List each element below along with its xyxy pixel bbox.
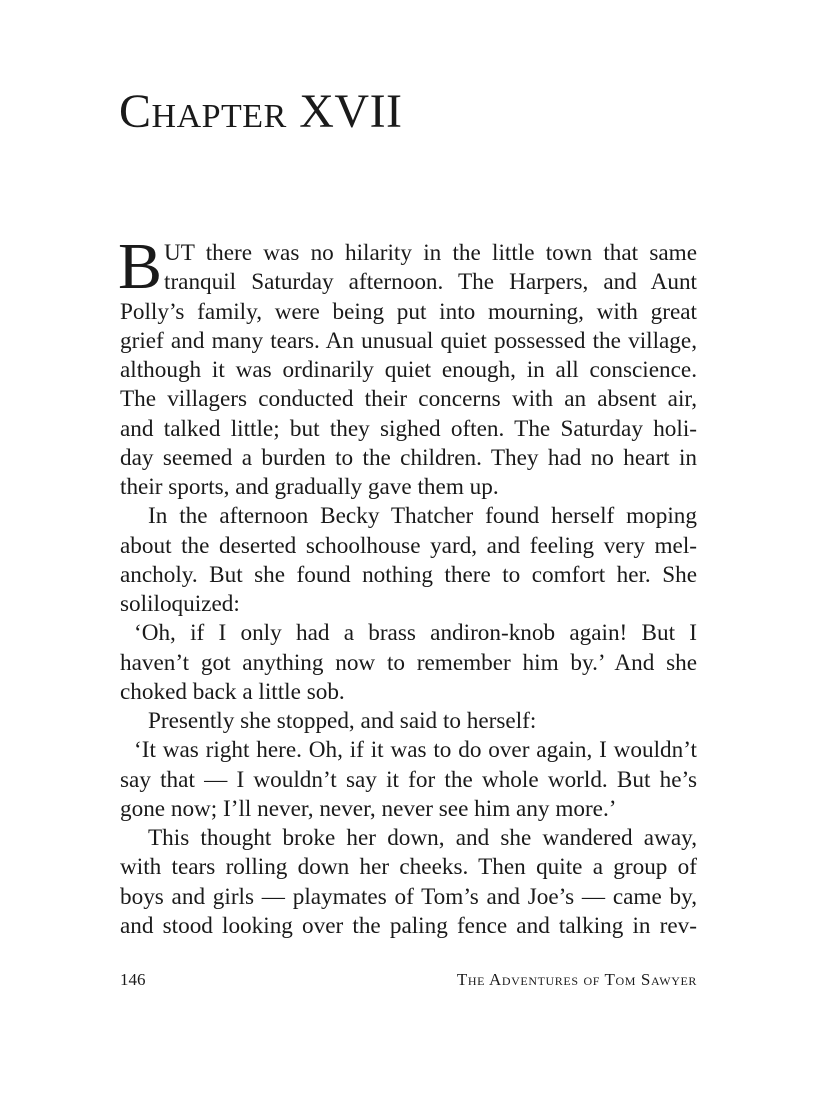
drop-cap: B <box>118 230 163 303</box>
text-line: haven’t got anything now to remember him by.’ And she <box>120 649 697 676</box>
text-line: about the deserted schoolhouse yard, and feeling very mel- <box>120 532 697 559</box>
paragraph <box>120 707 697 736</box>
text-line: and stood looking over the paling fence and talking in rev- <box>120 912 697 939</box>
text-line: their sports, and gradually gave them up. <box>120 474 499 500</box>
text-line: choked back a little sob. <box>120 678 345 705</box>
text-line: say that — I wouldn’t say it for the whole world. But he’s <box>120 766 697 793</box>
text-line: The villagers conducted their concerns with an absent air, <box>120 386 697 413</box>
text-line: boys and girls — playmates of Tom’s and Joe’s — came by, <box>120 883 697 910</box>
text-line: day seemed a burden to the children. They had no heart in <box>120 444 697 471</box>
text-line: UT there was no hilarity in the little town that same <box>164 240 697 266</box>
text-line: Presently she stopped, and said to herself: <box>148 708 537 734</box>
text-line: tranquil Saturday afternoon. The Harpers, and Aunt <box>164 269 697 296</box>
chapter-body <box>118 230 697 941</box>
paragraph <box>120 619 697 707</box>
paragraph <box>120 824 697 941</box>
text-line: ancholy. But she found nothing there to comfort her. She <box>120 561 697 588</box>
text-line: In the afternoon Becky Thatcher found herself moping <box>148 503 697 530</box>
text-line: although it was ordinarily quiet enough, in all conscience. <box>120 357 697 383</box>
page-number: 146 <box>120 970 146 989</box>
text-line: Polly’s family, were being put into mourning, with great <box>120 298 697 325</box>
chapter-title: Chapter XVII <box>119 85 403 138</box>
text-line: ‘Oh, if I only had a brass andiron-knob again! But I <box>134 620 697 647</box>
text-line: and talked little; but they sighed often. The Saturday holi- <box>120 415 697 442</box>
text-line: This thought broke her down, and she wandered away, <box>148 825 697 851</box>
paragraph <box>120 736 697 824</box>
paragraph <box>120 502 697 619</box>
paragraph <box>118 230 697 502</box>
text-line: ‘It was right here. Oh, if it was to do over again, I wouldn’t <box>134 737 697 764</box>
text-line: gone now; I’ll never, never, never see him any more.’ <box>120 795 617 822</box>
text-line: with tears rolling down her cheeks. Then quite a group of <box>120 854 697 881</box>
running-head: The Adventures of Tom Sawyer <box>456 970 697 989</box>
text-line: soliloquized: <box>120 591 240 617</box>
text-line: grief and many tears. An unusual quiet possessed the village, <box>120 327 697 354</box>
